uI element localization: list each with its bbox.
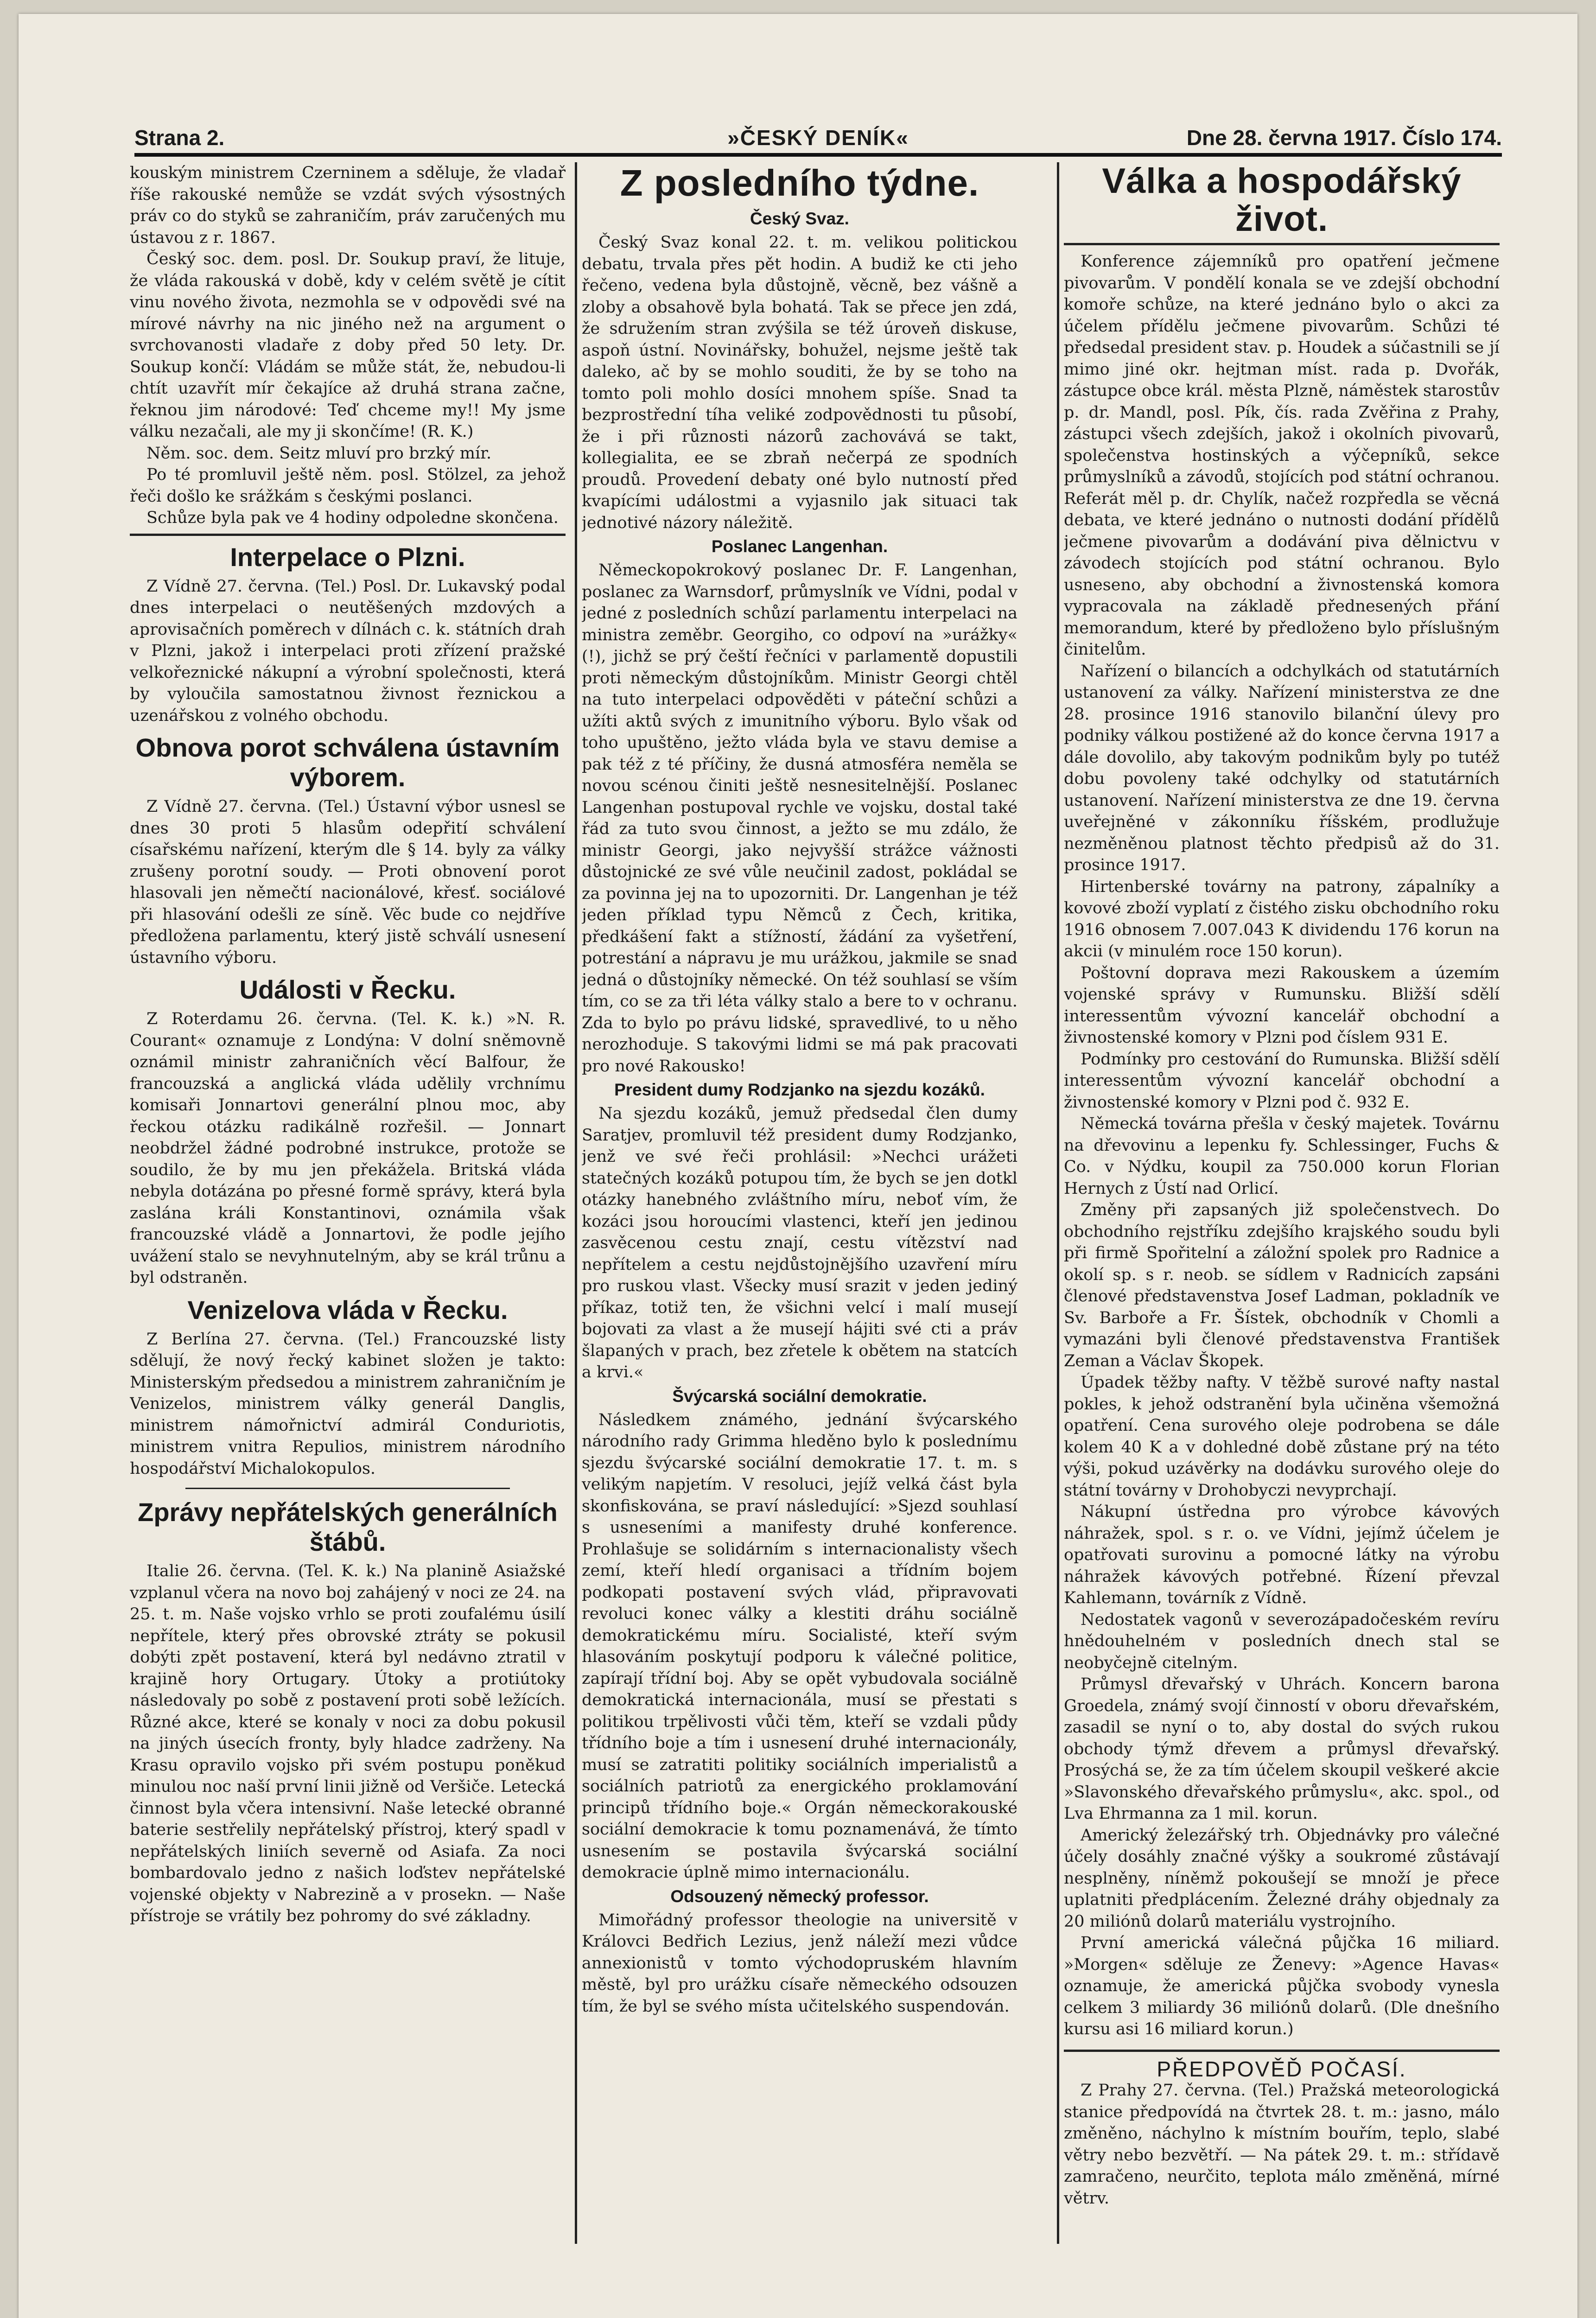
article-paragraph: Něm. soc. dem. Seitz mluví pro brzký mír.	[146, 444, 492, 463]
article-paragraph: Český soc. dem. posl. Dr. Soukup praví, že lituje, že vláda rakouská v době, kdy v celém světě je cítit vinu nového života, nezmohla se v odpovědi své na mírové návrhy na nic jiného než na argument o svrchovanosti vladaře z doby před 50 lety. Dr. Soukup končí: Vládám se může stát, že, nebudou-li chtít uzavřít mír čekajíce až druhá strana začne, řeknou jim národové: Teď chceme my!! My jsme válku nezačali, ale my ji skončíme! (R. K.)	[130, 250, 566, 441]
headline-zpravy: Zprávy nepřátelských generálních štábů.	[138, 1497, 558, 1556]
news-item: Průmysl dřevařský v Uhrách. Koncern barona Groedela, známý svojí činností v oboru dřevařském, zasadil se nyní o to, aby dostal do svých rukou obchody týmž dřevem a průmysl dřevařský. Prosýchá se, že za tím účelem skoupil veškeré akcie »Slavonského dřevařského průmyslu«, akc. spol., od Lva Ehrmanna za 1 mil. korun.	[1064, 1675, 1500, 1823]
subhead-lezius: Odsouzený německý professor.	[670, 1886, 929, 1906]
article-body: Na sjezdu kozáků, jemuž předsedal člen dumy Saratjev, promluvil též president dumy Rodzjanko, jenž ve své řeči prohlásil: »Nechci urážeti statečných kozáků potupou tím, že bych se jen dotkl otázky hanebného zvláštního míru, neboť vím, že kozáci jsou horoucími vlastenci, kteří jen jedinou zasvěcenou cestu znají, cestu vítězství nad nepřítelem a cestu nejdůstojnějšího uzavření míru pro ruskou vlast. Všecky musí srazit v jeden jediný příkaz, totiž ten, že všichni velcí i malí musejí bojovati za vlast a že musejí hájiti své cti a práv šlapaných v prach, bez zřetele k obětem na statcích a krvi.«	[582, 1104, 1017, 1382]
news-item: Konference zájemníků pro opatření ječmene pivovarům. V pondělí konala se ve zdejší obchodní komoře schůze, na které jednáno bylo o akci za účelem přídělu ječmene pivovarům. Schůzi té předsedal president stav. p. Houdek a súčastnili se jí mimo jiné okr. hejtman míst. rada p. Dvořák, zástupce obce král. města Plzně, náměstek starostův p. dr. Mandl, posl. Pík, čís. rada Zvěřina z Prahy, zástupci všech zdejších, jakož i okolních pivovarů, společenstva hostinských a výčepníků, sekce průmyslníků a závodů, stojících pod státní ochranou. Referát měl p. dr. Chylík, načež rozpředla se věcná debata, ve které jednáno o nutnosti dodání přídělů ječmene pivovarům a dodávání piva dělnictvu v závodech stojících pod státní ochranou. Bylo usneseno, aby obchodní a živnostenská komora vypracovala na základě přednesených přání memorandum, které by předloženo bylo příslušným činitelům.	[1064, 252, 1500, 659]
masthead-rule	[134, 153, 1502, 157]
headline-venizelos: Venizelova vláda v Řecku.	[187, 1295, 508, 1325]
article-body: Český Svaz konal 22. t. m. velikou politickou debatu, trvala přes pět hodin. A budiž ke cti jeho řečeno, vedena byla důstojně, věcně, bez vášně a zloby a obsahově byla bohatá. Tak se přece jen zdá, že sdružením stran zvýšila se též úroveň diskuse, aspoň ústní. Novinářsky, bohužel, nejsme ještě tak daleko, ač by se mohlo souditi, že by se toho na tomto poli mohlo dosíci mnohem spíše. Snad ta bezprostřední tíha veliké zodpovědnosti tu působí, že i při různosti názorů zachovává se takt, kollegialita, ee se zbraň nečerpá ze spodních proudů. Provedení debaty oné bylo nutností před kvapícími událostmi a vyjasnilo jak situaci tak jednotivé názory náležitě.	[582, 233, 1017, 532]
news-item: Americký železářský trh. Objednávky pro válečné účely dosáhly značné výšky a soukromé zůstávají nesplněny, níněmž pokoušejí se množí je přece uplatniti předplácením. Železné dráhy objednaly za 20 miliónů dolarů materiálu vystrojního.	[1064, 1826, 1500, 1931]
headline-obnova: Obnova porot schválena ústavním výborem.	[135, 733, 560, 792]
subhead-rodzjanko: President dumy Rodzjanko na sjezdu kozáků.	[614, 1080, 985, 1099]
article-body: Následkem známého, jednání švýcarského národního rady Grimma hleděno bylo k poslednímu sjezdu švýcarské sociální demokratie 17. t. m. s velikým napjetím. V resoluci, jejíž velká část byla skonfiskována, se praví následující: »Sjezd souhlasí s usneseními a manifesty druhé konference. Prohlašuje se solidárním s internacionalisty všech zemí, kteří hledí organisaci a třídním bojem podkopati postavení svých vlád, připravovati revoluci konec války a klestiti dráhu sociálně demokratickému míru. Socialisté, kteří svým hlasováním poskytují podporu k válečné politice, zapírají třídní boj. Aby se opět vybudovala sociálně demokratická internacionála, musí se přestati s politikou trpělivosti vůči těm, kteří se vzdali půdy třídního boje a tím i usnesení druhé internacionály, musí se zatratiti politiky sociálních imperialistů a sociálních patriotů za energického proklamování principů třídního boje.« Orgán německorakouské sociální demokracie k tomu poznamenává, že tímto usnesením se postavila švýcarská sociální demokracie úplně mimo internacionálu.	[582, 1410, 1017, 1882]
subhead-langenhan: Poslanec Langenhan.	[711, 537, 888, 556]
news-item: Nedostatek vagonů v severozápadočeském revíru hnědouhelném v posledních dnech stal se neobyčejně citelným.	[1064, 1610, 1500, 1672]
page-number: Strana 2.	[134, 126, 225, 150]
headline-posledni-tyden: Z posledního týdne.	[620, 162, 979, 204]
article-paragraph: kouským ministrem Czerninem a sděluje, že vladař říše rakouské nemůže se vzdát svých výsostných práv co do styků se zahraničím, práv zaručených mu ústavou z r. 1867.	[130, 164, 566, 247]
news-item: První americká válečná půjčka 16 miliard. »Morgen« sděluje ze Ženevy: »Agence Havas« oznamuje, že americká půjčka svobody vynesla celkem 3 miliardy 36 miliónů dolarů. (Dle dnešního kursu asi 16 miliard korun.)	[1064, 1934, 1500, 2038]
weather-forecast: Z Prahy 27. června. (Tel.) Pražská meteorologická stanice předpovídá na čtvrtek 28. t. m.: jasno, málo změněno, náchylno k místním bouřím, teplo, slabé větry nebo bezvětří. — Na pátek 29. t. m.: střídavě zamračeno, neurčito, teplota málo změněná, mírné větrv.	[1064, 2081, 1500, 2208]
article-paragraph: Po té promluvil ještě něm. posl. Stölzel, za jehož řeči došlo ke srážkám s českými poslanci.	[130, 465, 566, 506]
headline-recko: Události v Řecku.	[239, 975, 456, 1004]
news-item: Změny při zapsaných již společenstvech. Do obchodního rejstříku zdejšího krajského soudu byli při firmě Spořitelní a záložní spolek pro Radnice a okolí sp. s r. neob. se sídlem v Radnicích zapsáni členové představenstva Josef Ladman, pokladník ve Sv. Barboře a Fr. Šístek, obchodník v Chomli a vymazáni byli členové představenstva František Zeman a Václav Škopek.	[1064, 1201, 1500, 1370]
news-item: Podmínky pro cestování do Rumunska. Bližší sdělí interessentům vývozní kancelář obchodní a živnostenské komory v Plzni pod č. 932 E.	[1064, 1050, 1500, 1112]
article-body: Mimořádný professor theologie na universitě v Královci Bedřich Lezius, jenž náleží mezi vůdce annexionistů v tomto východopruském hlavním městě, byl pro urážku císaře německého odsouzen tím, že byl se svého místa učitelského suspendován.	[582, 1910, 1017, 2016]
section-rule	[1064, 243, 1500, 245]
column-divider	[1057, 162, 1059, 2244]
newspaper-page	[19, 14, 1577, 2318]
article-body: Italie 26. června. (Tel. K. k.) Na planině Asiažské vzplanul včera na novo boj zahájený v noci ze 24. na 25. t. m. Naše vojsko vrhlo se proti zoufalému úsilí nepřítele, který přes obrovské ztráty se pokusil dobýti zpět postavení, která byl nedávno ztratil v krajině hory Ortugary. Útoky a protiútoky následovaly po sobě z postavení proti sobě ležících. Různé akce, které se konaly v noci za dobu pokusil na jiných úsecích fronty, byly hladce zadrženy. Na Krasu opravilo vojsko při svém postupu poněkud minulou noc naší první linii jižně od Veršiče. Letecká činnost byla včera intensivní. Naše letecké obranné baterie sestřelily nepřátelský přístroj, který spadl v nepřátelských liniích severně od Asiafa. Za noci bombardovalo jedno z našich loďstev nepřátelské vojenské objekty v Nabrezině a v prosekn. — Naše přístroje se vrátily bez pohromy do své základny.	[130, 1562, 566, 1925]
article-body: Z Vídně 27. června. (Tel.) Ústavní výbor usnesl se dnes 30 proti 5 hlasům odepřití schválení císařskému nařízení, kterým dle § 14. byly za války zrušeny porotní soudy. — Proti obnovení porot hlasovali jen němečtí nacionálové, křesť. sociálové při hlasování odešli ze síně. Věc bude co nejdříve předložena parlamentu, který jistě schválí usnesení ústavního výboru.	[130, 797, 566, 967]
article-paragraph: Schůze byla pak ve 4 hodiny odpoledne skončena.	[146, 509, 559, 527]
article-body: Z Berlína 27. června. (Tel.) Francouzské listy sdělují, že nový řecký kabinet složen je takto: Ministerským předsedou a ministrem zahraničním je Venizelos, ministrem války generál Danglis, ministrem námořnictví admirál Conduriotis, ministrem vnitra Repulios, ministrem národního hospodářství Michalokopulos.	[130, 1330, 566, 1478]
news-item: Úpadek těžby nafty. V těžbě surové nafty nastal pokles, k jehož odstranění byla učiněna všemožná opatření. Cena surového oleje podrobena se dále kolem 40 K a v dohledné době zůstane prý na této výši, pokud uzávěrky na dodávku surového oleje do státní továrny v Drohobyczi nevyprchají.	[1064, 1373, 1500, 1500]
column-2	[582, 162, 1017, 2276]
paper-name: »ČESKÝ DENÍK«	[727, 126, 909, 150]
article-body: Z Roterdamu 26. června. (Tel. K. k.) »N. R. Courant« oznamuje z Londýna: V dolní sněmovně oznámil ministr zahraničních věcí Balfour, že francouzská a anglická vláda udělily vrchnímu komisaři Jonnartovi generální plnou moc, aby řeckou otázku radikálně rozřešil. — Jonnart neobdržel žádné podrobné instrukce, protože se soudilo, že by mu jen překážela. Britská vláda nebyla dotázána po přesné formě správy, která byla zaslána králi Konstantinovi, oznámila však francouzské vládě a Jonnartovi, že podle jejího uvážení stalo se nevyhnutelným, aby se král trůnu a byl odstraněn.	[130, 1010, 566, 1287]
news-item: Poštovní doprava mezi Rakouskem a územím vojenské správy v Rumunsku. Bližší sdělí interessentům vývozní kancelář obchodní a živnostenské komory v Plzni pod číslem 931 E.	[1064, 963, 1500, 1047]
news-item: Nařízení o bilancích a odchylkách od statutárních ustanovení za války. Nařízení ministerstva ze dne 28. prosince 1916 stanovilo bilanční úlevy pro podniky válkou postižené až do konce června 1917 a dále dovolilo, aby takovým podnikům byly po tutéž dobu povoleny také odchylky od statutárních ustanovení. Nařízení ministerstva ze dne 19. června uveřejněné v zákonníku říšském, prodlužuje nezměněnou platnost těchto předpisů až do 31. prosince 1917.	[1064, 662, 1500, 874]
news-item: Německá továrna přešla v český majetek. Továrnu na dřevovinu a lepenku fy. Schlessinger, Fuchs & Co. v Nýdku, koupil za 750.000 korun Florian Hernych z Ústí nad Orlicí.	[1064, 1114, 1500, 1198]
news-item: Hirtenberské továrny na patrony, zápalníky a kovové zboží vyplatí z čistého zisku obchodního roku 1916 obnosem 7.007.043 K dividendu 176 korun na akcii (v minulém roce 150 korun).	[1064, 877, 1500, 961]
column-divider	[575, 162, 577, 2244]
section-rule	[130, 534, 566, 536]
subhead-svycarska: Švýcarská sociální demokratie.	[672, 1386, 927, 1406]
headline-interpelace: Interpelace o Plzni.	[230, 542, 465, 572]
news-item: Nákupní ústředna pro výrobce kávových náhražek, spol. s r. o. ve Vídni, jejímž účelem je opatřovati surovinu a pomocné látky na výrobu náhražek kávových potřebné. Řízení převzal Kahlemann, továrník z Vídně.	[1064, 1503, 1500, 1607]
masthead	[134, 121, 1502, 153]
section-rule	[185, 1488, 510, 1489]
subhead-svaz: Český Svaz.	[750, 209, 849, 228]
weather-title: PŘEDPOVĚĎ POČASÍ.	[1064, 2050, 1500, 2080]
column-1	[130, 162, 566, 2276]
date-issue: Dne 28. června 1917. Číslo 174.	[1186, 126, 1502, 150]
headline-valka-hospodarsky: Válka a hospodářský život.	[1102, 162, 1462, 239]
article-body: Z Vídně 27. června. (Tel.) Posl. Dr. Lukavský podal dnes interpelaci o neutěšených mzdových a aprovisačních poměrech v dílnách c. k. státních drah v Plzni, jakož i interpelaci proti zřízení pražské velkořeznické nákupní a výrobní společnosti, která by vyloučila samostatnou živnost řeznickou a uzenářskou z volného obchodu.	[130, 577, 566, 725]
column-3	[1064, 162, 1500, 2276]
article-body: Německopokrokový poslanec Dr. F. Langenhan, poslanec za Warnsdorf, průmyslník ve Vídni, podal v jedné z posledních schůzí parlamentu interpelaci na ministra zeměbr. Georgiho, co odpoví na »urážky« (!), jichž se prý čeští řečníci v parlamentě dopustili proti německým důstojníkům. Ministr Georgi chtěl na tuto interpelaci odpověděti v páteční schůzi a užíti aktů svých z imunitního výboru. Bylo však od toho upuštěno, ježto vláda byla ve stavu demise a pak též z té příčiny, že dusná atmosféra neměla se novou scénou činiti ještě nesnesitelnější. Poslanec Langenhan postupoval rychle ve vojsku, dostal také řád za tuto svou činnost, a ježto se mu zdálo, že ministr Georgi, jako nejvyšší strážce vážnosti důstojnické ze své vůle neučinil zadost, pokládal se za povinna jej na to upozorniti. Dr. Langenhan je též jeden příklad typu Němců z Čech, kritika, předkášení fakt a stížností, žádání za vyšetření, potrestání a nápravu je mu urážkou, jakmile se snad jedná o důstojníky německé. On též souhlasí se vším tím, co se za tři léta války stalo a bere to v ochranu. Zda to bylo po právu lidské, spravedlivé, to u něho nerozhoduje. S takovými lidmi se má pak pracovati pro nové Rakousko!	[582, 561, 1017, 1076]
